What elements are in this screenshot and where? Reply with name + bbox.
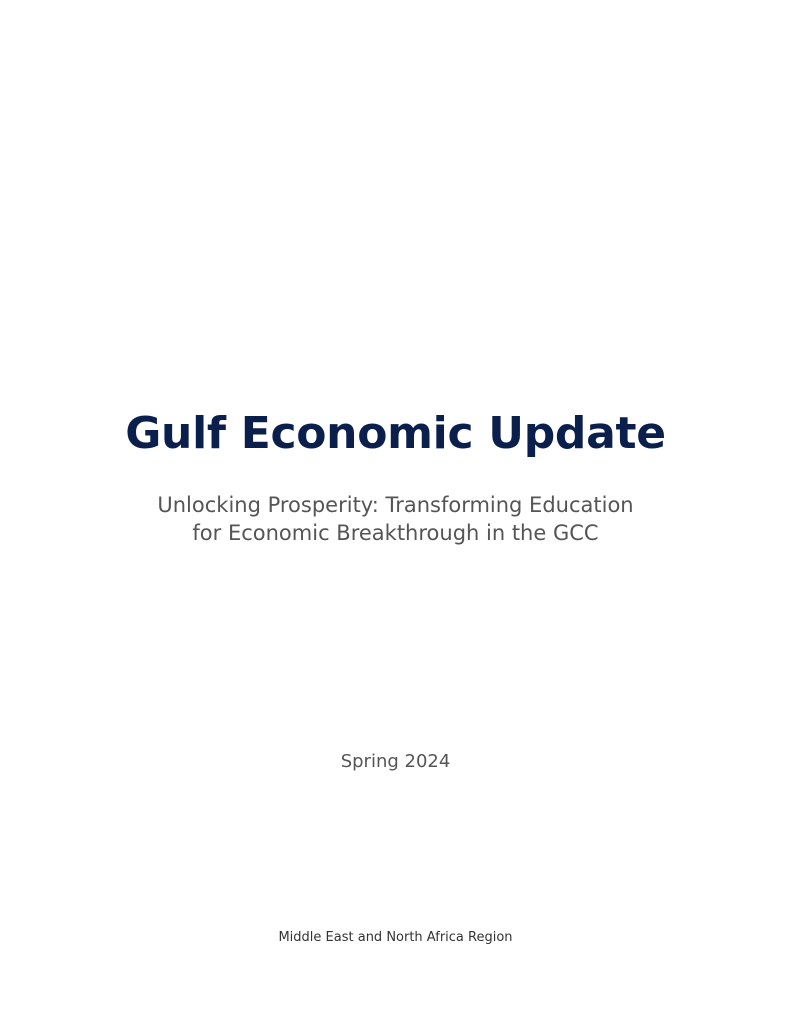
report-subtitle xyxy=(0,491,791,547)
publication-date: Spring 2024 xyxy=(340,751,451,772)
region-label: Middle East and North Africa Region xyxy=(278,930,513,945)
report-title: Gulf Economic Update xyxy=(125,408,666,459)
subtitle-line-1: Unlocking Prosperity: Transforming Education xyxy=(157,493,634,517)
subtitle-line-2: for Economic Breakthrough in the GCC xyxy=(192,521,599,545)
